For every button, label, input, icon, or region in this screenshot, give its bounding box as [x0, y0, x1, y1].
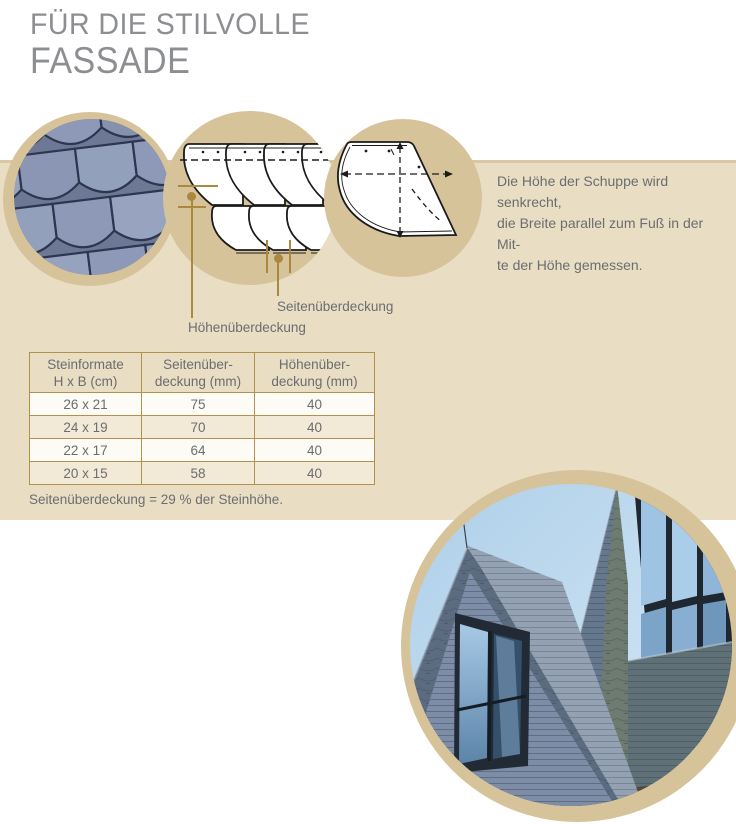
shingle-measure-diagram-circle — [324, 119, 482, 277]
page-title-line2: FASSADE — [30, 40, 191, 81]
header-steinformate: Steinformate H x B (cm) — [30, 353, 142, 393]
side-overlap-leader-line — [277, 258, 279, 296]
single-shingle-drawing — [324, 119, 482, 277]
intro-line: Die Höhe der Schuppe wird senkrecht, — [497, 173, 669, 210]
table-row: 24 x 19 70 40 — [30, 416, 375, 439]
height-overlap-leader-line — [191, 196, 193, 318]
header-seitenueberdeckung: Seitenüber- deckung (mm) — [142, 353, 255, 393]
slate-closeup-photo — [14, 119, 170, 275]
slate-closeup-illustration — [14, 119, 170, 275]
table-row: 26 x 21 75 40 — [30, 393, 375, 416]
facade-photo — [410, 484, 732, 806]
side-overlap-tick-left — [266, 240, 268, 273]
intro-paragraph — [497, 171, 727, 276]
header-hoehenueberdeckung: Höhenüber- deckung (mm) — [255, 353, 375, 393]
height-overlap-upper-line — [178, 185, 218, 187]
stone-format-table — [29, 352, 375, 485]
table-footnote: Seitenüberdeckung = 29 % der Steinhöhe. — [29, 492, 284, 507]
gable-window — [454, 613, 530, 773]
page-title-line1: FÜR DIE STILVOLLE — [30, 8, 310, 41]
height-overlap-label: Höhenüberdeckung — [188, 320, 306, 335]
table-header-row — [30, 353, 375, 393]
table-row: 20 x 15 58 40 — [30, 462, 375, 485]
table-row: 22 x 17 64 40 — [30, 439, 375, 462]
side-overlap-tick-right — [289, 240, 291, 273]
side-overlap-label: Seitenüberdeckung — [277, 299, 394, 314]
intro-line: te der Höhe gemessen. — [497, 257, 643, 273]
intro-line: die Breite parallel zum Fuß in der Mit- — [497, 215, 704, 252]
facade-illustration — [410, 484, 732, 806]
